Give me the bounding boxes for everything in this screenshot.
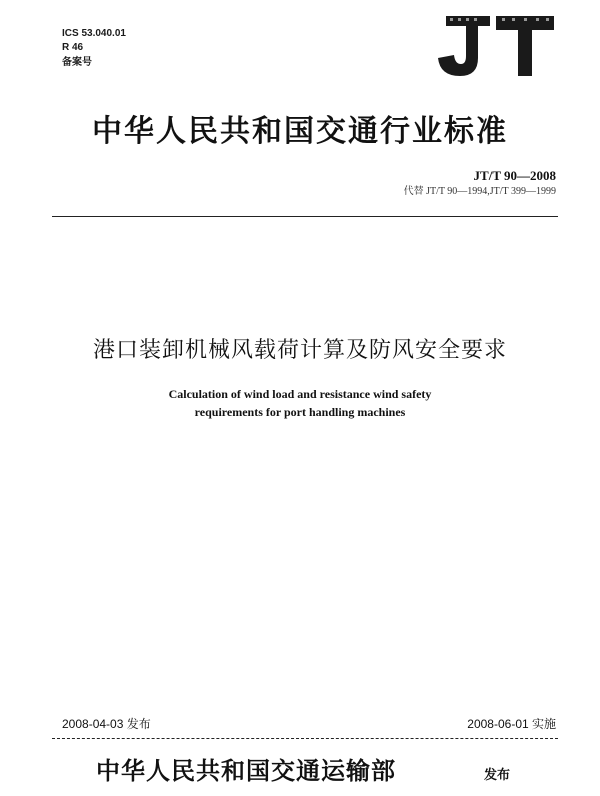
- standard-number: JT/T 90—2008: [473, 168, 556, 183]
- jt-logo-j: [438, 16, 490, 76]
- org-title: 中华人民共和国交通行业标准: [92, 114, 508, 149]
- implement-date: 2008-06-01 实施: [467, 717, 556, 731]
- issuing-authority: 中华人民共和国交通运输部: [96, 756, 396, 785]
- title-english-line-2: requirements for port handling machines: [194, 405, 406, 419]
- record-number-label: 备案号: [62, 57, 92, 68]
- replaces-standards: 代替 JT/T 90—1994,JT/T 399—1999: [403, 186, 556, 197]
- top-divider: [52, 216, 558, 217]
- title-english-line-1: Calculation of wind load and resistance wind safety: [168, 387, 432, 401]
- jt-logo: [432, 10, 556, 80]
- title-chinese: 港口装卸机械风载荷计算及防风安全要求: [92, 338, 507, 363]
- jt-logo-t: [496, 16, 554, 76]
- ics-code: ICS 53.040.01: [62, 28, 126, 39]
- bottom-divider: [52, 738, 558, 739]
- jt-logo-text: JT: [494, 50, 495, 51]
- issued-label: 发布: [484, 768, 511, 783]
- publish-date: 2008-04-03 发布: [62, 717, 151, 731]
- classification-code: R 46: [62, 42, 84, 53]
